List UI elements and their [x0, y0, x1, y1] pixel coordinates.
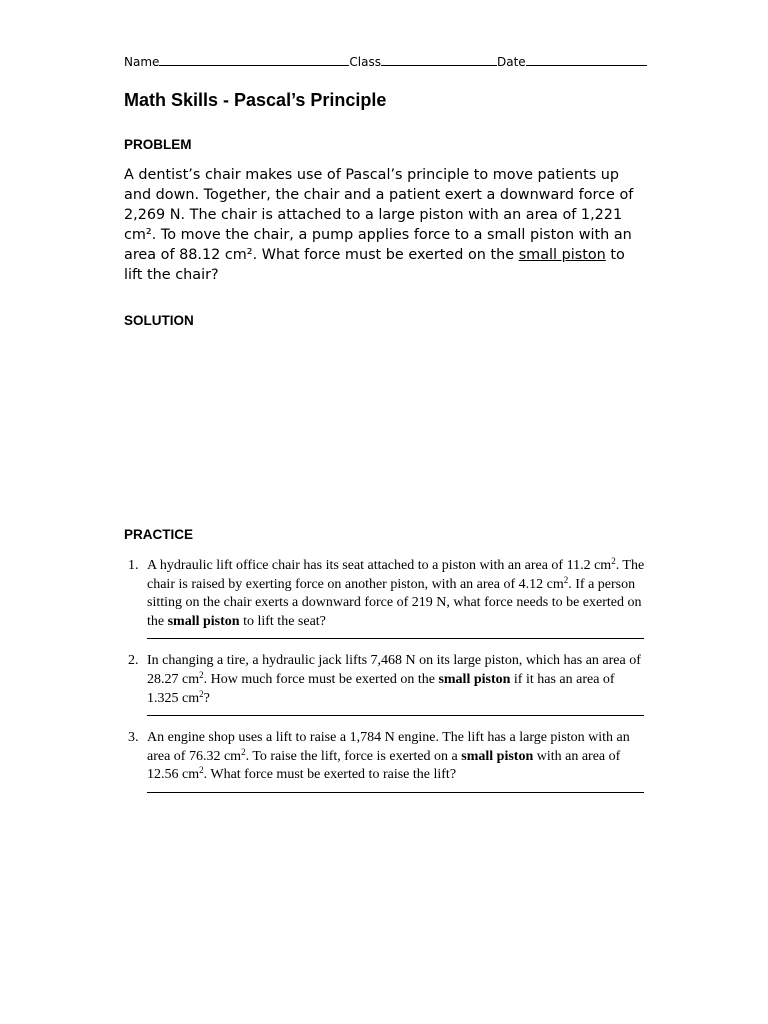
answer-line[interactable]	[147, 637, 644, 639]
practice-text-c: with an area of 12.56 cm	[147, 748, 621, 783]
practice-number: 2.	[128, 653, 139, 669]
practice-text-a: In changing a tire, a hydraulic jack lifts 7,468 N on its large piston, which has an area of 28.27 cm	[147, 653, 641, 687]
solution-heading: SOLUTION	[124, 313, 194, 328]
practice-item-2	[128, 652, 648, 716]
problem-text	[124, 165, 644, 285]
practice-text-b: . To raise the lift, force is exerted on a	[245, 748, 462, 764]
practice-text-d: to lift the seat?	[239, 613, 326, 629]
practice-bold-term: small piston	[438, 671, 511, 687]
superscript: 2	[563, 574, 569, 585]
practice-list	[128, 557, 648, 806]
date-blank	[526, 53, 647, 66]
practice-text-a: An engine shop uses a lift to raise a 1,784 N engine. The lift has a large piston with an area of 76.32 cm	[147, 730, 630, 764]
name-label: Name	[124, 55, 160, 69]
practice-item-3	[128, 729, 648, 793]
problem-heading: PROBLEM	[124, 137, 192, 152]
answer-line[interactable]	[147, 714, 644, 716]
practice-number: 1.	[128, 558, 139, 573]
class-blank	[381, 53, 497, 66]
name-blank	[159, 53, 349, 66]
practice-text-a: A hydraulic lift office chair has its seat attached to a piston with an area of 11.2 cm	[147, 558, 612, 573]
practice-text-c: if it has an area of 1.325 cm	[147, 671, 615, 706]
practice-text-c: . If a person sitting on the chair exerts a downward force of 219 N, what force needs to be exerted on the	[147, 576, 642, 629]
superscript: 2	[611, 556, 616, 566]
superscript: 2	[199, 669, 204, 680]
practice-text-d: . What force must be exerted to raise the lift?	[203, 767, 457, 783]
problem-text-part2: to lift the chair?	[124, 247, 625, 283]
superscript: 2	[199, 765, 204, 776]
student-info-line	[124, 53, 684, 69]
superscript: 2	[199, 688, 204, 699]
problem-underlined-term: small piston	[518, 247, 606, 263]
practice-text	[147, 653, 641, 705]
practice-text-b: . The chair is raised by exerting force on another piston, with an area of 4.12 cm	[147, 558, 645, 592]
practice-heading: PRACTICE	[124, 527, 194, 542]
worksheet-title: Math Skills - Pascal’s Principle	[124, 90, 387, 110]
practice-number: 3.	[128, 730, 139, 746]
practice-text	[147, 730, 630, 782]
practice-text-b: . How much force must be exerted on the	[203, 671, 439, 687]
practice-bold-term: small piston	[167, 613, 240, 629]
answer-line[interactable]	[147, 791, 644, 793]
superscript: 2	[241, 746, 246, 757]
practice-text	[147, 558, 644, 629]
practice-text-d: ?	[203, 690, 210, 706]
practice-bold-term: small piston	[461, 748, 534, 764]
date-label: Date	[496, 55, 526, 69]
problem-text-part1: A dentist’s chair makes use of Pascal’s principle to move patients up and down. Together, the chair and a patient exert a downward force of 2,269 N. The chair is attached to a large piston with an area of 1,221 cm². To move the chair, a pump applies force to a small piston with an area of 88.12 cm². What force must be exerted on the	[124, 167, 634, 263]
practice-item-1	[128, 557, 648, 639]
class-label: Class	[349, 55, 381, 69]
